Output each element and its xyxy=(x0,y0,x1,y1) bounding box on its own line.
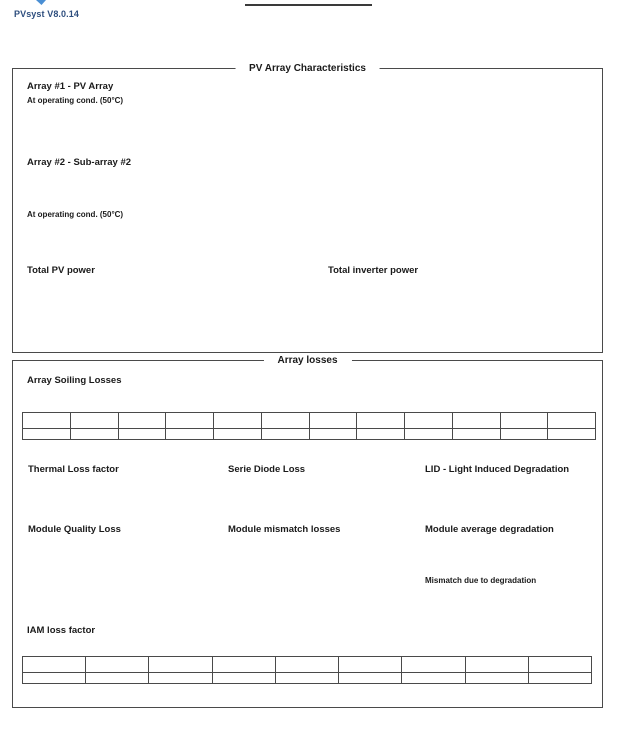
table-cell xyxy=(149,673,212,684)
table-cell xyxy=(465,657,528,673)
table-cell xyxy=(275,673,338,684)
table-row xyxy=(23,429,596,440)
table-cell xyxy=(86,673,149,684)
table-cell xyxy=(23,429,71,440)
table-cell xyxy=(261,413,309,429)
table-cell xyxy=(23,673,86,684)
table-cell xyxy=(86,657,149,673)
section-title-array-losses: Array losses xyxy=(263,354,351,367)
total-inverter-power-label: Total inverter power xyxy=(328,265,419,276)
module-average-degradation-label: Module average degradation xyxy=(425,524,554,535)
table-cell xyxy=(339,657,402,673)
table-cell xyxy=(275,657,338,673)
iam-loss-factor-title: IAM loss factor xyxy=(27,625,96,636)
table-cell xyxy=(309,413,357,429)
pvsyst-logo-icon xyxy=(36,0,46,5)
table-cell xyxy=(528,657,591,673)
table-cell xyxy=(452,429,500,440)
table-cell xyxy=(405,429,453,440)
total-pv-power-label: Total PV power xyxy=(27,265,95,276)
table-cell xyxy=(452,413,500,429)
table-row xyxy=(23,673,592,684)
table-cell xyxy=(166,429,214,440)
table-cell xyxy=(309,429,357,440)
table-cell xyxy=(23,413,71,429)
table-cell xyxy=(118,429,166,440)
table-cell xyxy=(465,673,528,684)
array1-operating-cond-label: At operating cond. (50°C) xyxy=(27,96,124,105)
lid-label: LID - Light Induced Degradation xyxy=(425,464,570,475)
thermal-loss-label: Thermal Loss factor xyxy=(28,464,119,475)
module-quality-loss-label: Module Quality Loss xyxy=(28,524,121,535)
soiling-losses-title: Array Soiling Losses xyxy=(27,375,122,386)
pvsyst-version-label: PVsyst V8.0.14 xyxy=(14,9,79,19)
serie-diode-loss-label: Serie Diode Loss xyxy=(228,464,306,475)
table-cell xyxy=(357,429,405,440)
table-cell xyxy=(70,429,118,440)
table-cell xyxy=(23,657,86,673)
section-title-pv-array: PV Array Characteristics xyxy=(235,62,380,75)
mismatch-due-to-degradation-label: Mismatch due to degradation xyxy=(425,576,537,585)
table-cell xyxy=(500,413,548,429)
table-cell xyxy=(118,413,166,429)
section-array-losses xyxy=(12,355,603,708)
table-row xyxy=(23,657,592,673)
module-mismatch-losses-label: Module mismatch losses xyxy=(228,524,341,535)
table-cell xyxy=(261,429,309,440)
table-cell xyxy=(548,413,596,429)
table-cell xyxy=(548,429,596,440)
table-cell xyxy=(357,413,405,429)
table-row xyxy=(23,413,596,429)
table-cell xyxy=(528,673,591,684)
table-cell xyxy=(214,429,262,440)
table-cell xyxy=(402,673,465,684)
section-pv-array-characteristics xyxy=(12,63,603,353)
header-divider-line xyxy=(245,4,372,6)
table-cell xyxy=(212,673,275,684)
table-cell xyxy=(70,413,118,429)
table-cell xyxy=(212,657,275,673)
table-cell xyxy=(166,413,214,429)
table-cell xyxy=(402,657,465,673)
soiling-losses-table xyxy=(22,412,596,440)
array1-title: Array #1 - PV Array xyxy=(27,81,114,92)
table-cell xyxy=(500,429,548,440)
array2-title: Array #2 - Sub-array #2 xyxy=(27,157,132,168)
table-cell xyxy=(405,413,453,429)
array2-operating-cond-label: At operating cond. (50°C) xyxy=(27,210,124,219)
table-cell xyxy=(214,413,262,429)
iam-loss-table xyxy=(22,656,592,684)
table-cell xyxy=(339,673,402,684)
table-cell xyxy=(149,657,212,673)
